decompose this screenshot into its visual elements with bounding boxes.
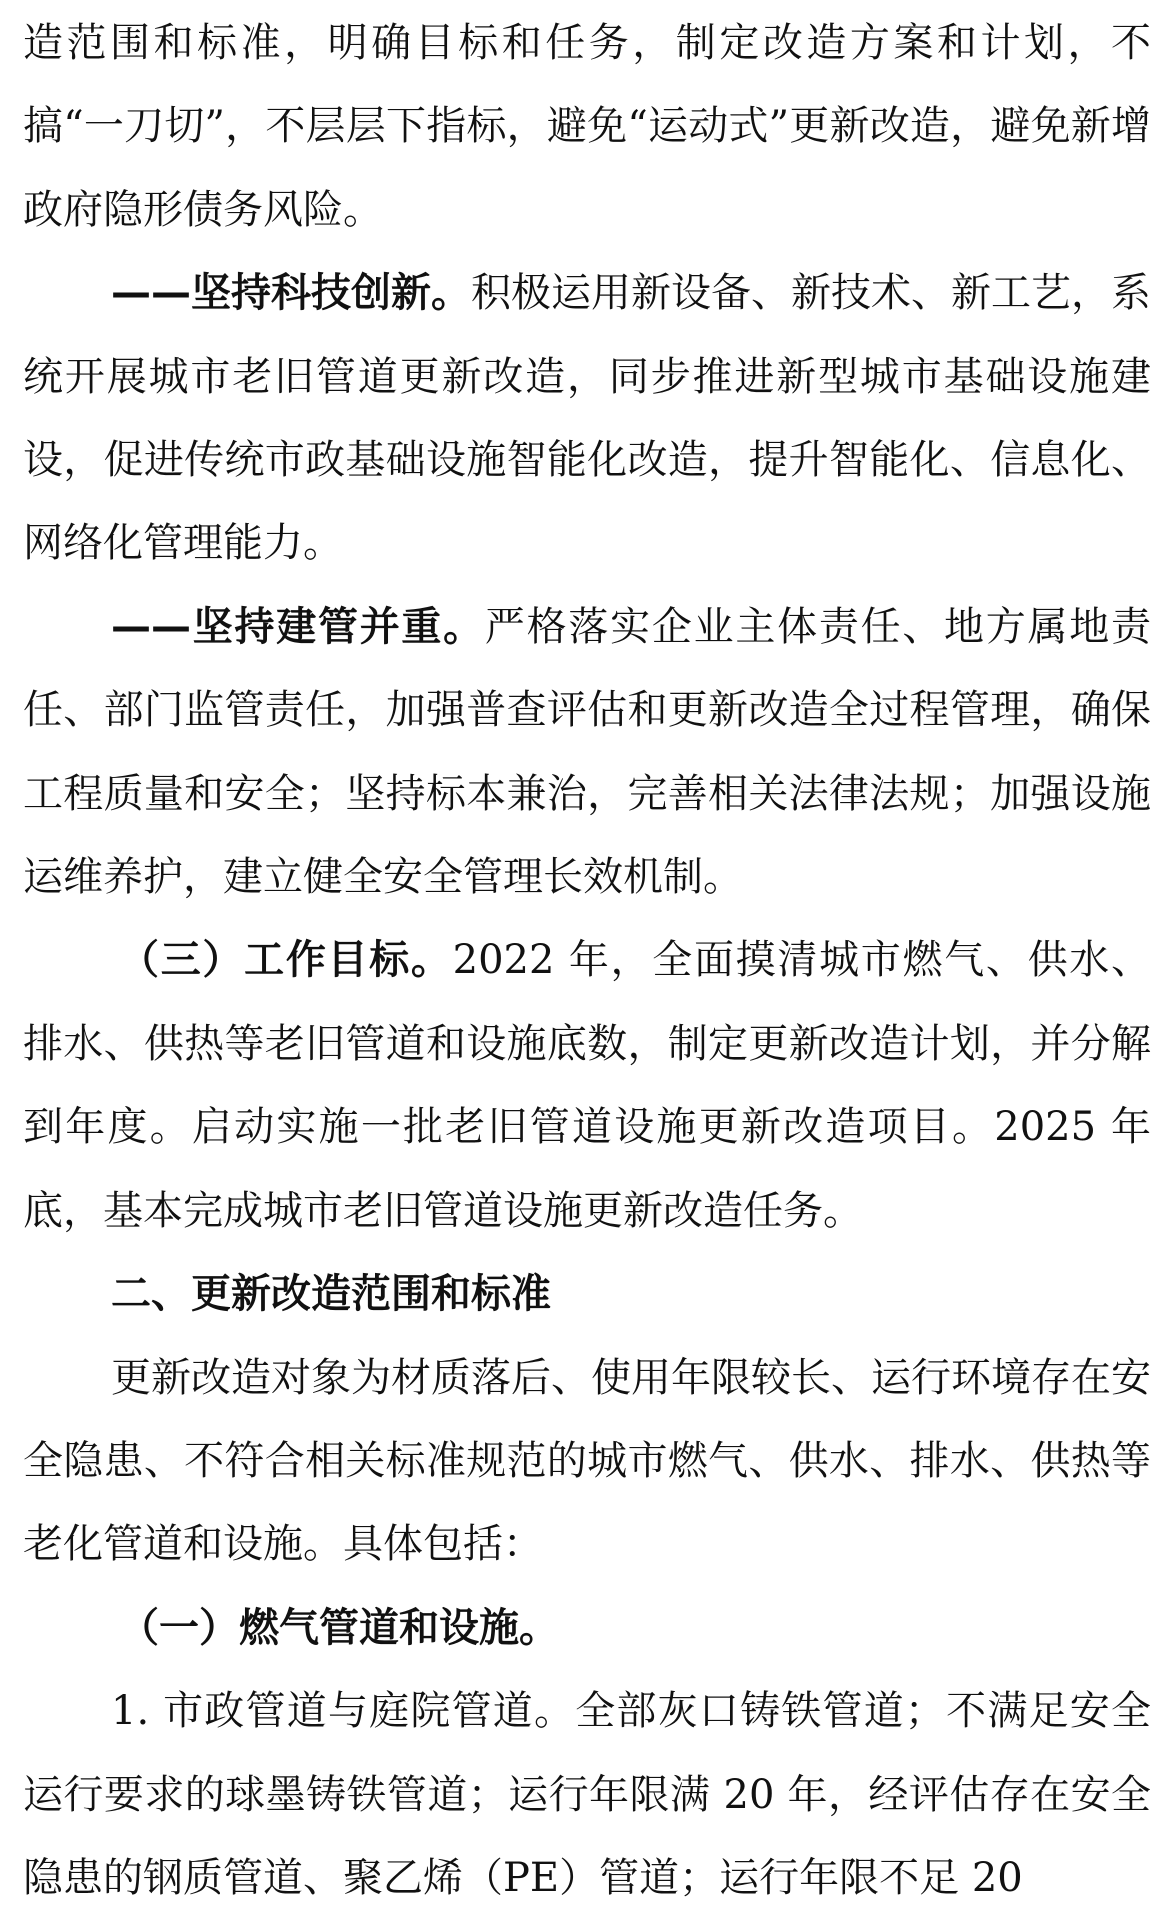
subsection-heading: （一）燃气管道和设施。 [119,1604,559,1651]
paragraph-lead-heading: （三）工作目标。 [119,937,453,984]
paragraph-construction-management [23,586,1151,920]
section-heading: 二、更新改造范围和标准 [111,1271,551,1318]
paragraph-text: 更新改造对象为材质落后、使用年限较长、运行环境存在安全隐患、不符合相关标准规范的城市燃气、供水、排水、供热等老化管道和设施。具体包括： [23,1354,1151,1568]
paragraph-text: 2022 年，全面摸清城市燃气、供水、排水、供热等老旧管道和设施底数，制定更新改造计划，并分解到年度。启动实施一批老旧管道设施更新改造项目。2025 年底，基本完成城市老旧管道设施更新改造任务。 [23,937,1152,1234]
paragraph-lead-heading: ——坚持科技创新。 [111,270,471,317]
paragraph-gas-pipelines [23,1670,1151,1920]
paragraph-lead-heading: ——坚持建管并重。 [111,603,485,650]
paragraph-principles-continuation [23,2,1151,252]
paragraph-text: 积极运用新设备、新技术、新工艺，系统开展城市老旧管道更新改造，同步推进新型城市基础设施建设，促进传统市政基础设施智能化改造，提升智能化、信息化、网络化管理能力。 [23,270,1151,567]
paragraph-renovation-scope [23,1337,1151,1587]
paragraph-text: 造范围和标准，明确目标和任务，制定改造方案和计划，不搞“一刀切”，不层层下指标，避免“运动式”更新改造，避免新增政府隐形债务风险。 [23,20,1151,233]
document-page [23,0,1151,1920]
paragraph-text: 1. 市政管道与庭院管道。全部灰口铸铁管道；不满足安全运行要求的球墨铸铁管道；运行年限满 20 年，经评估存在安全隐患的钢质管道、聚乙烯（PE）管道；运行年限不足 20 [23,1688,1151,1901]
paragraph-tech-innovation [23,252,1151,586]
paragraph-work-goals [23,919,1151,1253]
paragraph-text: 严格落实企业主体责任、地方属地责任、部门监管责任，加强普查评估和更新改造全过程管理，确保工程质量和安全；坚持标本兼治，完善相关法律法规；加强设施运维养护，建立健全安全管理长效机制。 [23,603,1152,901]
